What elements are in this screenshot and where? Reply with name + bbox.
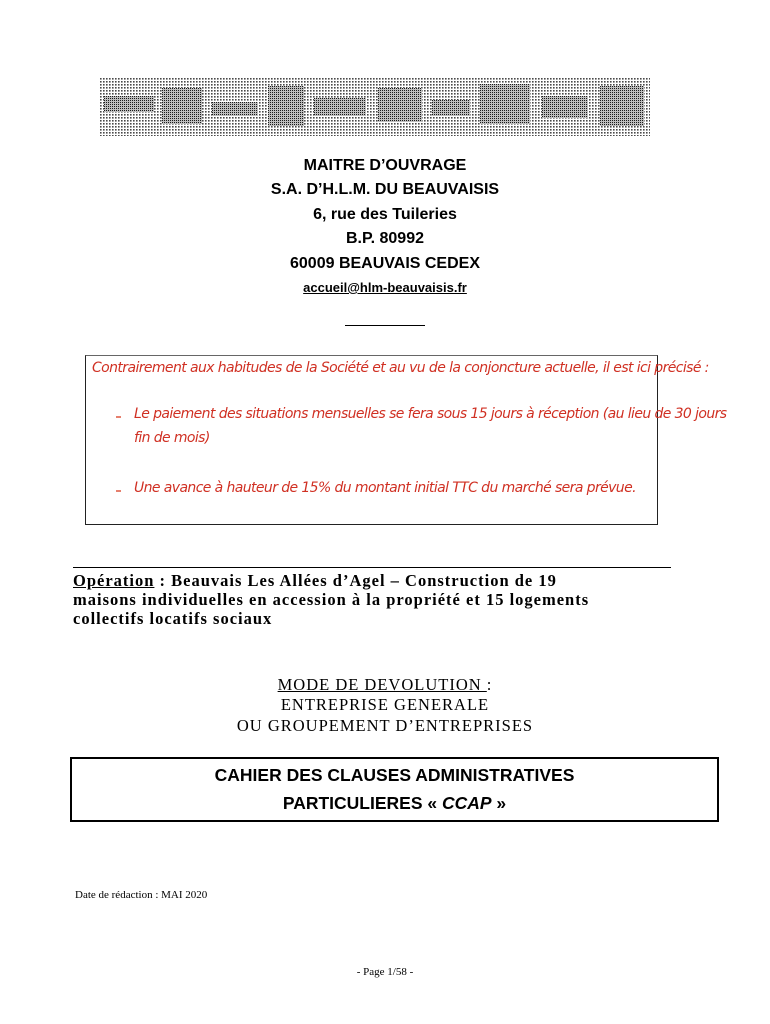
separator-rule bbox=[345, 325, 425, 326]
operation-label: Opération bbox=[73, 571, 155, 590]
notice-item-2: Une avance à hauteur de 15% du montant initial TTC du marché sera prévue. bbox=[134, 480, 636, 496]
devolution-line-2: ENTREPRISE GENERALE bbox=[280, 695, 490, 714]
operation-line-2: maisons individuelles en accession à la propriété et 15 logements bbox=[73, 590, 590, 609]
operation-line-1: : Beauvais Les Allées d’Agel – Construction de 19 bbox=[154, 571, 557, 590]
notice-item-1-line-1: Le paiement des situations mensuelles se fera sous 15 jours à réception (au lieu de 30 jours bbox=[134, 406, 727, 422]
notice-item-1-line-2: fin de mois) bbox=[134, 430, 210, 446]
bullet-icon bbox=[116, 490, 121, 492]
document-title-prefix: PARTICULIERES « bbox=[282, 793, 442, 813]
operation-description bbox=[73, 571, 703, 628]
owner-title: MAITRE D’OUVRAGE bbox=[303, 157, 467, 174]
document-title-abbr: CCAP bbox=[441, 793, 492, 813]
company-logo bbox=[100, 78, 650, 136]
document-title-line-1: CAHIER DES CLAUSES ADMINISTRATIVES bbox=[214, 765, 575, 785]
document-title-suffix: » bbox=[491, 793, 507, 813]
operation-rule bbox=[73, 567, 671, 568]
drafting-date: Date de rédaction : MAI 2020 bbox=[75, 889, 208, 901]
owner-name: S.A. D’H.L.M. DU BEAUVAISIS bbox=[270, 181, 500, 198]
document-title-box bbox=[70, 757, 719, 822]
notice-intro: Contrairement aux habitudes de la Société et au vu de la conjoncture actuelle, il est ici précisé : bbox=[92, 360, 709, 376]
owner-email-link[interactable]: accueil@hlm-beauvaisis.fr bbox=[303, 280, 467, 295]
devolution-label: MODE DE DEVOLUTION bbox=[277, 675, 487, 694]
operation-line-3: collectifs locatifs sociaux bbox=[73, 609, 273, 628]
owner-po-box: B.P. 80992 bbox=[346, 230, 424, 247]
devolution-line-3: OU GROUPEMENT D’ENTREPRISES bbox=[236, 716, 534, 735]
devolution-colon: : bbox=[486, 675, 493, 694]
payment-notice-box bbox=[85, 355, 727, 525]
owner-street: 6, rue des Tuileries bbox=[313, 206, 457, 223]
page-number: - Page 1/58 - bbox=[356, 966, 414, 978]
bullet-icon bbox=[116, 416, 121, 418]
owner-city: 60009 BEAUVAIS CEDEX bbox=[290, 255, 480, 272]
